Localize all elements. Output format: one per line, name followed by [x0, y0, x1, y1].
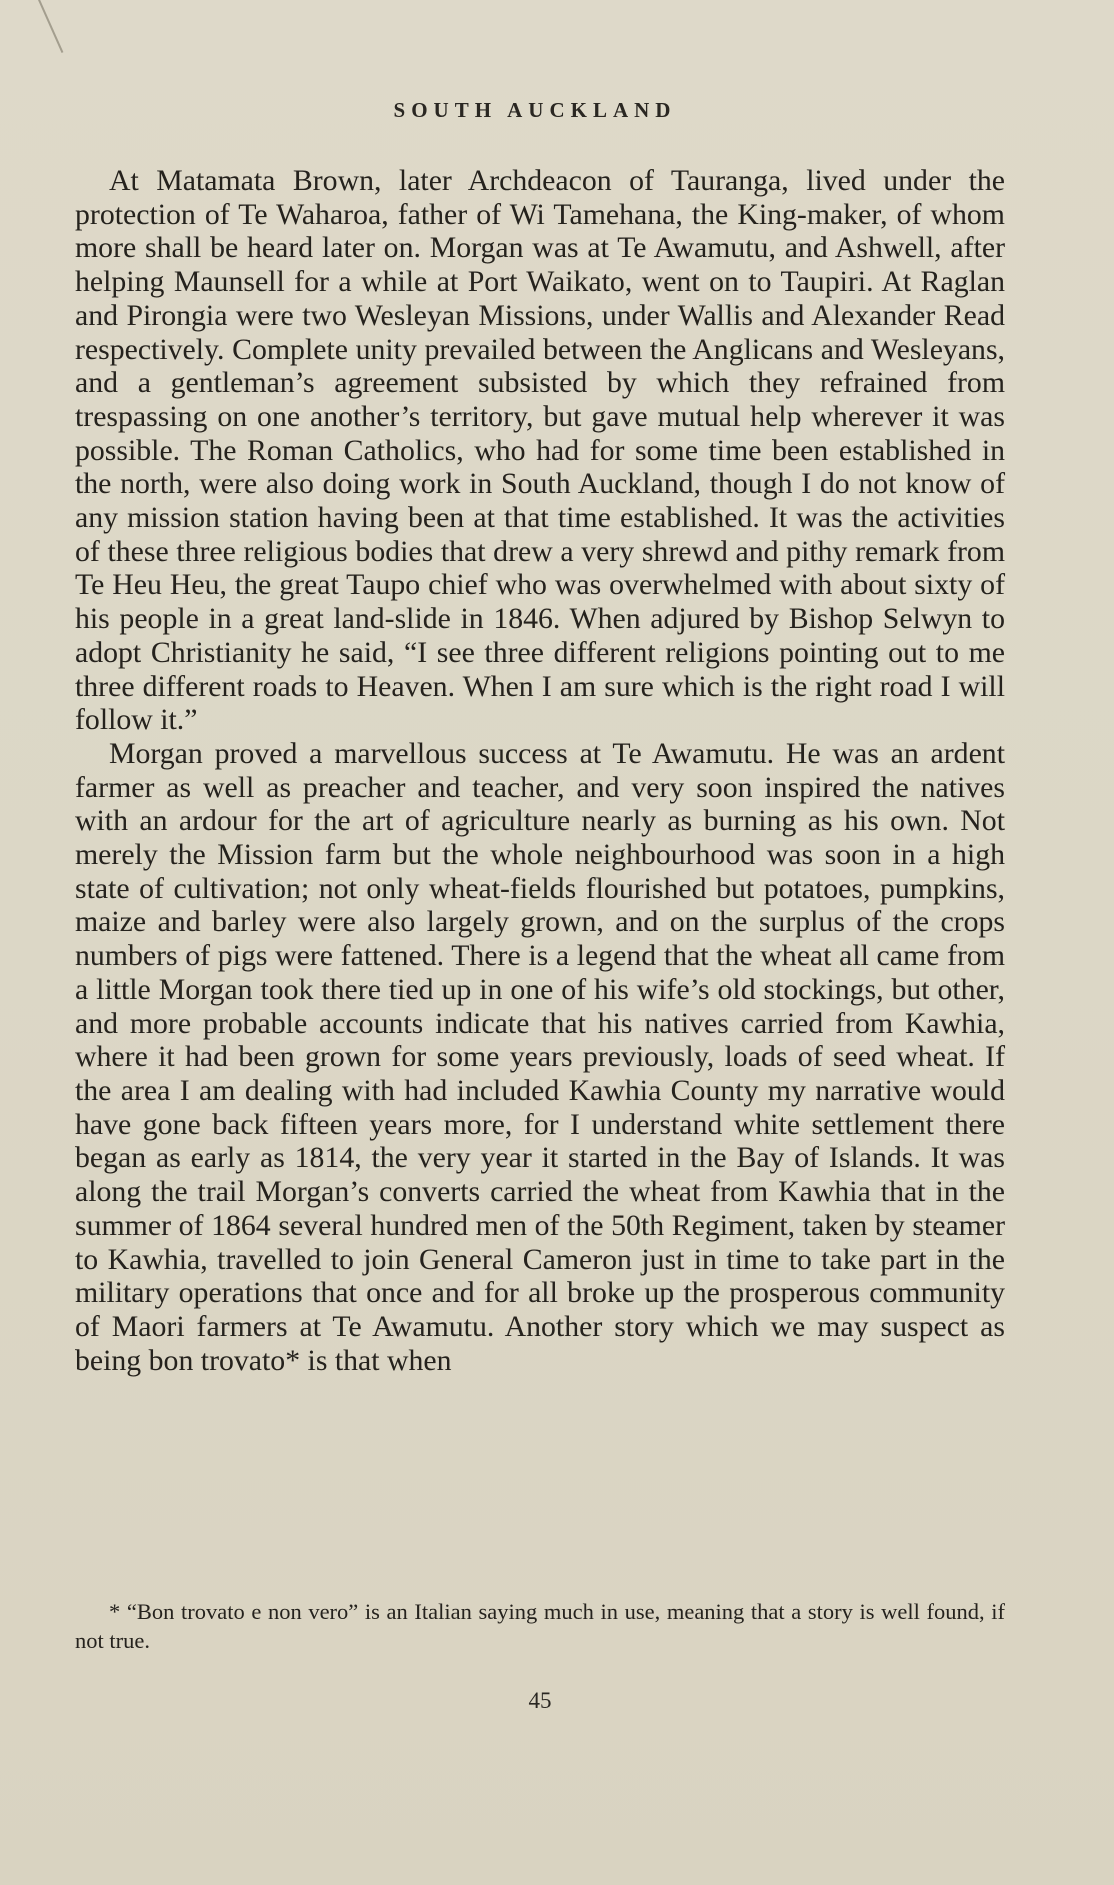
paragraph-1: At Matamata Brown, later Archdeacon of Tauranga, lived under the protection of Te Waharoa, father of Wi Tamehana, the King-maker, of whom more shall be heard later on. Morgan was at Te Awamutu, and Ashwell, after helping Maunsell for a while at Port Waikato, went on to Taupiri. At Raglan and Pirongia were two Wesleyan Missions, under Wallis and Alexander Read respectively. Complete unity prevailed between the Anglicans and Wesleyans, and a gentleman’s agreement subsisted by which they refrained from trespassing on one another’s territory, but gave mutual help wherever it was possible. The Roman Catholics, who had for some time been established in the north, were also doing work in South Auckland, though I do not know of any mission station having been at that time established. It was the activities of these three religious bodies that drew a very shrewd and pithy remark from Te Heu Heu, the great Taupo chief who was overwhelmed with about sixty of his people in a great land-slide in 1846. When adjured by Bishop Selwyn to adopt Christianity he said, “I see three different religions pointing out to me three different roads to Heaven. When I am sure which is the right road I will follow it.”: [75, 164, 1005, 737]
paragraph-2: Morgan proved a marvellous success at Te Awamutu. He was an ardent farmer as well as preacher and teacher, and very soon inspired the natives with an ardour for the art of agriculture nearly as burning as his own. Not merely the Mission farm but the whole neighbourhood was soon in a high state of cultivation; not only wheat-fields flourished but potatoes, pumpkins, maize and barley were also largely grown, and on the surplus of the crops numbers of pigs were fattened. There is a legend that the wheat all came from a little Morgan took there tied up in one of his wife’s old stockings, but other, and more probable accounts indicate that his natives carried from Kawhia, where it had been grown for some years previously, loads of seed wheat. If the area I am dealing with had included Kawhia County my narrative would have gone back fifteen years more, for I understand white settlement there began as early as 1814, the very year it started in the Bay of Islands. It was along the trail Morgan’s converts carried the wheat from Kawhia that in the summer of 1864 several hundred men of the 50th Regiment, taken by steamer to Kawhia, travelled to join General Cameron just in time to take part in the military operations that once and for all broke up the prosperous community of Maori farmers at Te Awamutu. Another story which we may suspect as being bon trovato* is that when: [75, 736, 1005, 1377]
page-scratch-mark: [38, 0, 63, 53]
footnote: * “Bon trovato e non vero” is an Italian saying much in use, meaning that a story is well found, if not true.: [75, 1599, 1005, 1653]
running-header: SOUTH AUCKLAND: [393, 98, 677, 122]
body-text: [75, 164, 1005, 1377]
page-number: 45: [528, 1688, 552, 1713]
